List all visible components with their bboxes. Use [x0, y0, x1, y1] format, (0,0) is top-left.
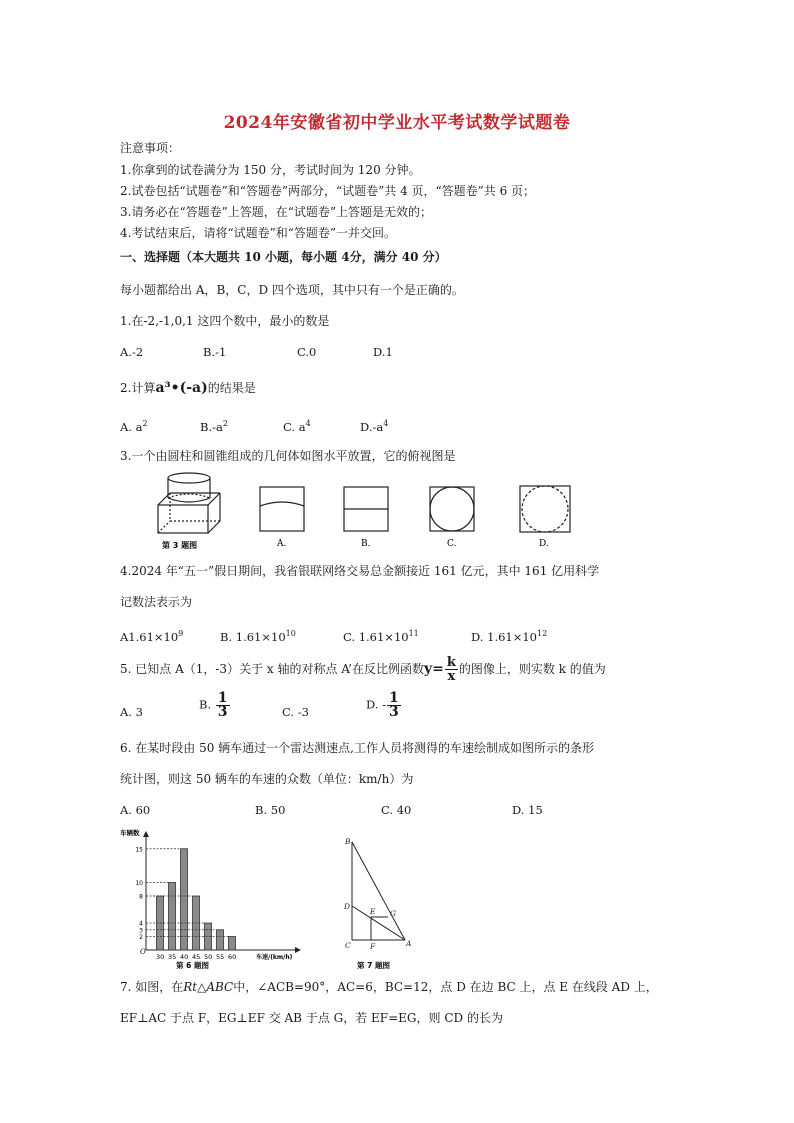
- q3-option-c-shape: [430, 487, 474, 531]
- bar: [169, 883, 176, 951]
- q5-option-c: C. -3: [282, 705, 309, 719]
- q5-option-a: A. 3: [120, 705, 143, 719]
- note-item: 1.你拿到的试卷满分为 150 分，考试时间为 120 分钟。: [120, 163, 421, 177]
- q7-line1: 7. 如图，在Rt△ABC中，∠ACB=90°，AC=6，BC=12，点 D 在边 BC 上，点 E 在线段 AD 上，: [120, 980, 658, 994]
- q3-option-b-shape: [344, 487, 388, 531]
- q4-line2: 记数法表示为: [120, 595, 193, 609]
- y-tick-label: 10: [135, 880, 143, 887]
- y-tick-label: 3: [139, 927, 143, 935]
- origin-label: O: [140, 948, 146, 956]
- bar: [229, 937, 236, 951]
- q3-figure: [150, 470, 590, 552]
- q6-option-a: A. 60: [120, 803, 151, 817]
- q3-fig-caption: 第 3 题图: [162, 541, 198, 550]
- q1-option-c: C.0: [297, 345, 317, 359]
- page-title: 2024年安徽省初中学业水平考试数学试题卷: [223, 113, 571, 133]
- q4-option-c: C. $1.61\times 10^{11}$: [343, 629, 419, 644]
- q3-option-c-label: C.: [447, 539, 457, 549]
- x-tick-label: 45: [192, 953, 201, 961]
- q6-line1: 6. 在某时段由 50 辆车通过一个雷达测速点,工作人员将测得的车速绘制成如图所示的条形: [120, 741, 594, 755]
- x-axis-arrow: [295, 947, 301, 953]
- q7-line2: EF⊥AC 于点 F，EG⊥EF 交 AB 于点 G，若 EF=EG，则 CD 的长为: [120, 1011, 503, 1025]
- q4-line1: 4.2024 年“五一”假日期间，我省银联网络交易总金额接近 161 亿元，其中 161 亿用科学: [120, 564, 600, 578]
- q2-expression: a³•(-a): [155, 380, 208, 396]
- y-tick-label: 8: [139, 893, 143, 901]
- section-instruction: 每小题都给出 A，B，C，D 四个选项，其中只有一个是正确的。: [120, 283, 464, 297]
- bar: [217, 930, 224, 950]
- note-item: 3.请务必在“答题卷”上答题，在“试题卷”上答题是无效的；: [120, 205, 432, 219]
- q7-label-g: G: [390, 909, 396, 918]
- q1-option-b: B.-1: [203, 345, 227, 359]
- q6-option-c: C. 40: [381, 803, 412, 817]
- q1-option-d: D.1: [373, 345, 393, 359]
- q2-stem-pre: 2.计算: [120, 381, 156, 395]
- q3-option-a-label: A.: [277, 539, 287, 549]
- q7-label-c: C: [345, 941, 351, 950]
- q7-label-d: D: [344, 902, 351, 911]
- q6-fig-caption: 第 6 题图: [176, 961, 209, 970]
- x-tick-label: 50: [204, 953, 213, 961]
- q4-option-b: B. $1.61\times 10^{10}$: [220, 629, 296, 644]
- bar: [181, 849, 188, 950]
- note-item: 4.考试结束后，请将“试题卷”和“答题卷”一并交回。: [120, 226, 396, 240]
- q7-label-e: E: [370, 907, 376, 916]
- q6-chart: [118, 826, 318, 974]
- q7-figure-svg: [335, 832, 425, 974]
- q2-option-d: $D.-a^4$: [360, 419, 389, 434]
- y-axis-arrow: [143, 831, 149, 837]
- x-axis-label: 车速/(km/h): [256, 954, 293, 961]
- q1-stem: 1.在-2,-1,0,1 这四个数中，最小的数是: [120, 314, 330, 328]
- q7-figure: [335, 832, 425, 974]
- q7-triangle-shape: [352, 842, 405, 940]
- q2-stem: [120, 380, 256, 396]
- q6-chart-svg: [118, 826, 318, 974]
- q6-option-d: D. 15: [512, 803, 543, 817]
- notes-heading: 注意事项：: [120, 141, 181, 155]
- q7-label-b: B: [345, 837, 351, 846]
- y-axis-label: 车辆数: [120, 829, 140, 837]
- q5-stem-pre: 5. 已知点 A（1，-3）关于 x 轴的对称点 A’在反比例函数: [120, 662, 424, 676]
- q5-stem-post: 的图像上，则实数 k 的值为: [458, 662, 606, 676]
- q4-option-a: $A1.61\times 10^9$: [120, 629, 184, 644]
- q3-solid-shape: [158, 473, 220, 533]
- q7-fig-caption: 第 7 题图: [357, 961, 390, 970]
- q5-option-b: B. $\frac{1}{3}$: [199, 690, 228, 720]
- q2-option-c: C. $a^4$: [283, 419, 311, 434]
- q3-stem: 3.一个由圆柱和圆锥组成的几何体如图水平放置，它的俯视图是: [120, 449, 456, 463]
- q7-triangle-name: Rt△ABC: [183, 980, 234, 994]
- q6-option-b: B. 50: [255, 803, 286, 817]
- q3-figure-svg: [150, 470, 590, 552]
- x-tick-label: 30: [156, 953, 165, 961]
- q4-option-d: D. $1.61\times 10^{12}$: [471, 629, 548, 644]
- q5-stem: [120, 656, 606, 683]
- q2-option-a: A. $a^2$: [120, 419, 148, 434]
- q2-option-b: $B.-a^2$: [200, 419, 228, 434]
- q3-option-a-shape: [260, 487, 304, 531]
- q1-option-a: A.-2: [120, 345, 144, 359]
- q5-y-equals: y=: [424, 661, 444, 677]
- x-tick-label: 60: [228, 953, 237, 961]
- q2-stem-post: 的结果是: [207, 381, 256, 395]
- q6-line2: 统计图，则这 50 辆车的车速的众数（单位：km/h）为: [120, 772, 414, 786]
- y-tick-label: 2: [139, 934, 143, 941]
- q5-option-d: D. - $\frac{1}{3}$: [366, 690, 399, 720]
- q3-option-d-shape: [520, 486, 570, 532]
- section-heading: 一、选择题（本大题共 10 小题，每小题 4分，满分 40 分）: [120, 250, 447, 264]
- q7-label-a: A: [406, 939, 412, 948]
- q5-fraction: $\frac{k}{x}$: [446, 655, 456, 684]
- x-tick-label: 35: [168, 953, 177, 961]
- note-item: 2.试卷包括“试题卷”和“答题卷”两部分，“试题卷”共 4 页，“答题卷”共 6 页；: [120, 184, 536, 198]
- x-tick-label: 55: [216, 953, 225, 961]
- q3-option-d-label: D.: [539, 539, 549, 549]
- y-tick-label: 4: [139, 920, 143, 928]
- q7-label-f: F: [370, 942, 376, 951]
- q3-option-b-label: B.: [361, 539, 371, 549]
- x-tick-label: 40: [180, 953, 189, 961]
- y-tick-label: 15: [135, 846, 143, 854]
